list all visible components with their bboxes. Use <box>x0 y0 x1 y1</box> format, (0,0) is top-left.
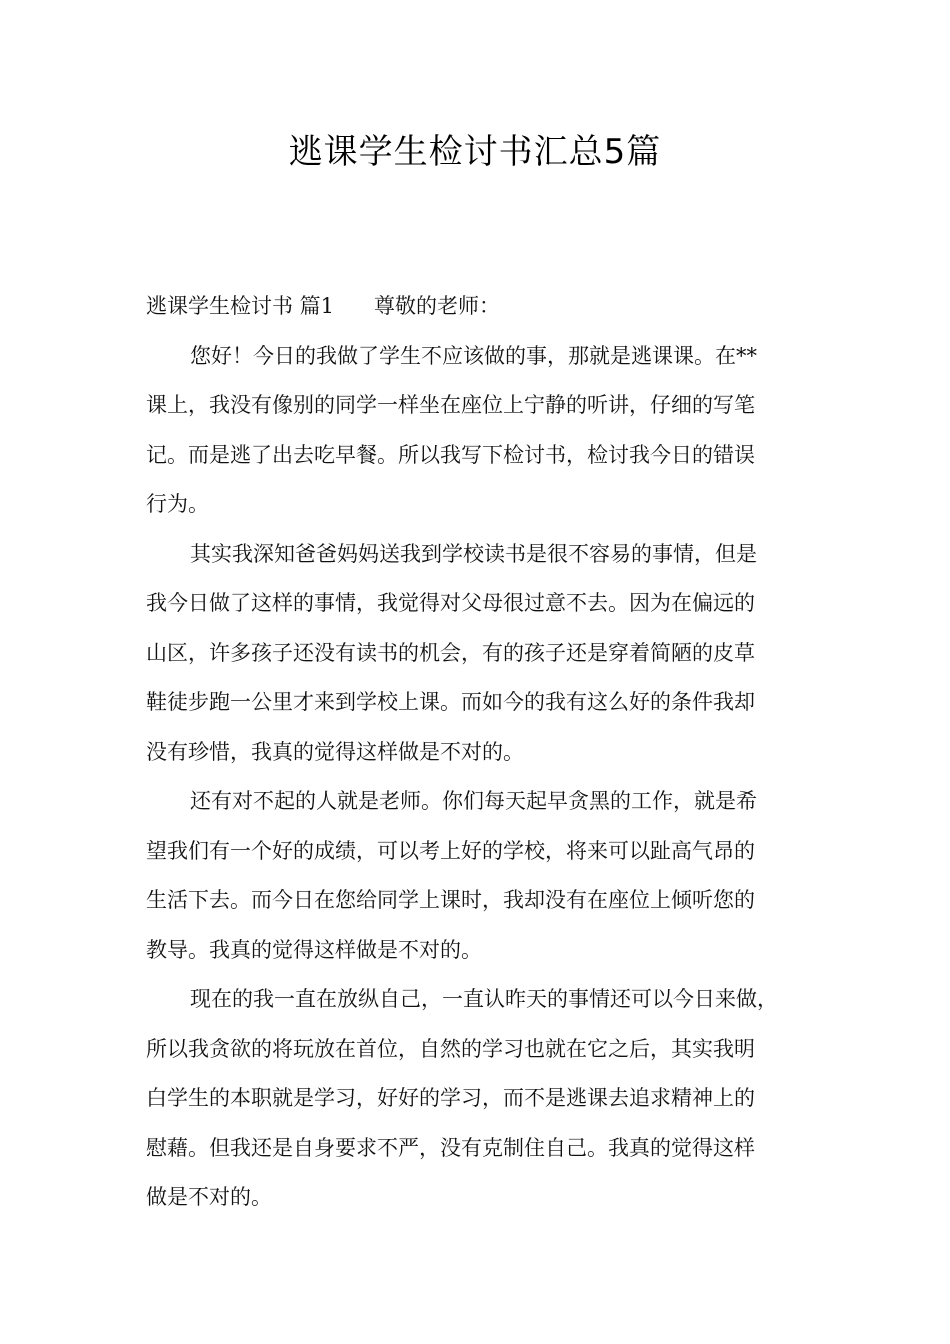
paragraph-line: 没有珍惜，我真的觉得这样做是不对的。 <box>146 739 524 764</box>
document-body <box>146 282 814 1223</box>
paragraph-line: 记。而是逃了出去吃早餐。所以我写下检讨书，检讨我今日的错误 <box>146 442 755 467</box>
paragraph-line: 望我们有一个好的成绩，可以考上好的学校，将来可以趾高气昂的 <box>146 838 755 863</box>
paragraph-line: 其实我深知爸爸妈妈送我到学校读书是很不容易的事情，但是 <box>190 541 757 566</box>
paragraph-line: 生活下去。而今日在您给同学上课时，我却没有在座位上倾听您的 <box>146 888 755 912</box>
paragraph-line: 课上，我没有像别的同学一样坐在座位上宁静的听讲，仔细的写笔 <box>146 393 755 417</box>
salutation: 尊敬的老师： <box>374 294 501 318</box>
paragraph-line: 现在的我一直在放纵自己，一直认昨天的事情还可以今日来做， <box>190 987 778 1011</box>
paragraph-2 <box>146 530 814 778</box>
section-heading-line <box>146 282 814 332</box>
section-heading: 逃课学生检讨书 篇1 <box>146 294 335 318</box>
paragraph-line: 您好！今日的我做了学生不应该做的事，那就是逃课课。在** <box>190 343 757 368</box>
paragraph-line: 山区，许多孩子还没有读书的机会，有的孩子还是穿着简陋的皮草 <box>146 640 755 665</box>
paragraph-4 <box>146 975 814 1223</box>
paragraph-line: 还有对不起的人就是老师。你们每天起早贪黑的工作，就是希 <box>190 789 757 813</box>
paragraph-3 <box>146 777 814 975</box>
paragraph-line: 教导。我真的觉得这样做是不对的。 <box>146 937 482 962</box>
paragraph-line: 所以我贪欲的将玩放在首位，自然的学习也就在它之后，其实我明 <box>146 1036 755 1061</box>
document-title: 逃课学生检讨书汇总5篇 <box>288 132 662 172</box>
paragraph-line: 我今日做了这样的事情，我觉得对父母很过意不去。因为在偏远的 <box>146 591 755 615</box>
paragraph-line: 行为。 <box>146 492 209 516</box>
paragraph-line: 慰藉。但我还是自身要求不严，没有克制住自己。我真的觉得这样 <box>146 1135 755 1160</box>
paragraph-1 <box>146 332 814 530</box>
paragraph-line: 鞋徒步跑一公里才来到学校上课。而如今的我有这么好的条件我却 <box>146 690 755 714</box>
paragraph-line: 白学生的本职就是学习，好好的学习，而不是逃课去追求精神上的 <box>146 1086 755 1110</box>
paragraph-line: 做是不对的。 <box>146 1185 272 1209</box>
